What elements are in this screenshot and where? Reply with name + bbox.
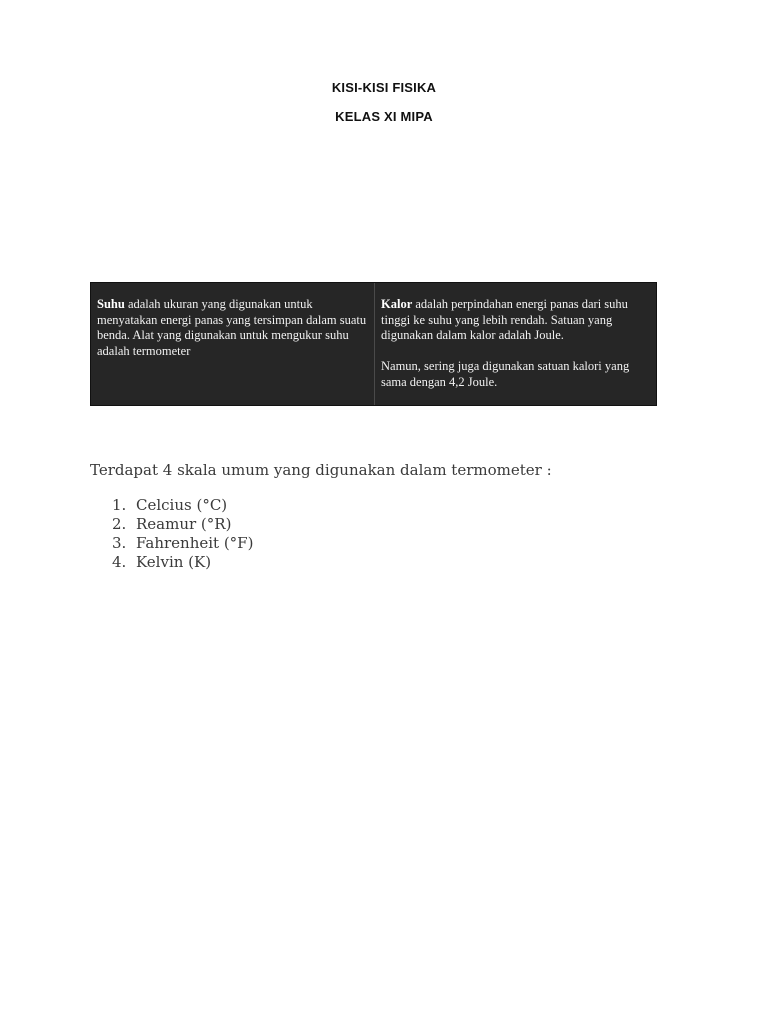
list-number: 1. bbox=[112, 496, 127, 514]
kalor-term: Kalor bbox=[381, 297, 413, 311]
list-number: 2. bbox=[112, 515, 127, 533]
list-number: 3. bbox=[112, 534, 127, 552]
list-item bbox=[112, 496, 253, 515]
definitions-table bbox=[90, 282, 657, 406]
list-item bbox=[112, 534, 253, 553]
suhu-term: Suhu bbox=[97, 297, 125, 311]
scales-list bbox=[112, 496, 253, 572]
suhu-definition-cell bbox=[91, 283, 375, 405]
scale-reamur: Reamur (°R) bbox=[136, 515, 232, 533]
list-item bbox=[112, 553, 253, 572]
scale-fahrenheit: Fahrenheit (°F) bbox=[136, 534, 254, 552]
document-title: KISI-KISI FISIKA bbox=[331, 80, 437, 95]
scale-kelvin: Kelvin (K) bbox=[136, 553, 212, 571]
list-item bbox=[112, 515, 253, 534]
scale-celcius: Celcius (°C) bbox=[136, 496, 228, 514]
suhu-definition-text: adalah ukuran yang digunakan untuk menyatakan energi panas yang tersimpan dalam suatu benda. Alat yang digunakan untuk mengukur suhu adalah termometer bbox=[97, 297, 367, 358]
scales-intro: Terdapat 4 skala umum yang digunakan dalam termometer : bbox=[90, 461, 552, 479]
paragraph-gap bbox=[381, 344, 650, 360]
list-number: 4. bbox=[112, 553, 127, 571]
kalor-note: Namun, sering juga digunakan satuan kalori yang sama dengan 4,2 Joule. bbox=[381, 359, 630, 389]
kalor-definition-text: adalah perpindahan energi panas dari suhu tinggi ke suhu yang lebih rendah. Satuan yang digunakan dalam kalor adalah Joule. bbox=[381, 297, 628, 343]
kalor-definition-cell bbox=[375, 283, 656, 405]
document-subtitle: KELAS XI MIPA bbox=[335, 109, 433, 124]
